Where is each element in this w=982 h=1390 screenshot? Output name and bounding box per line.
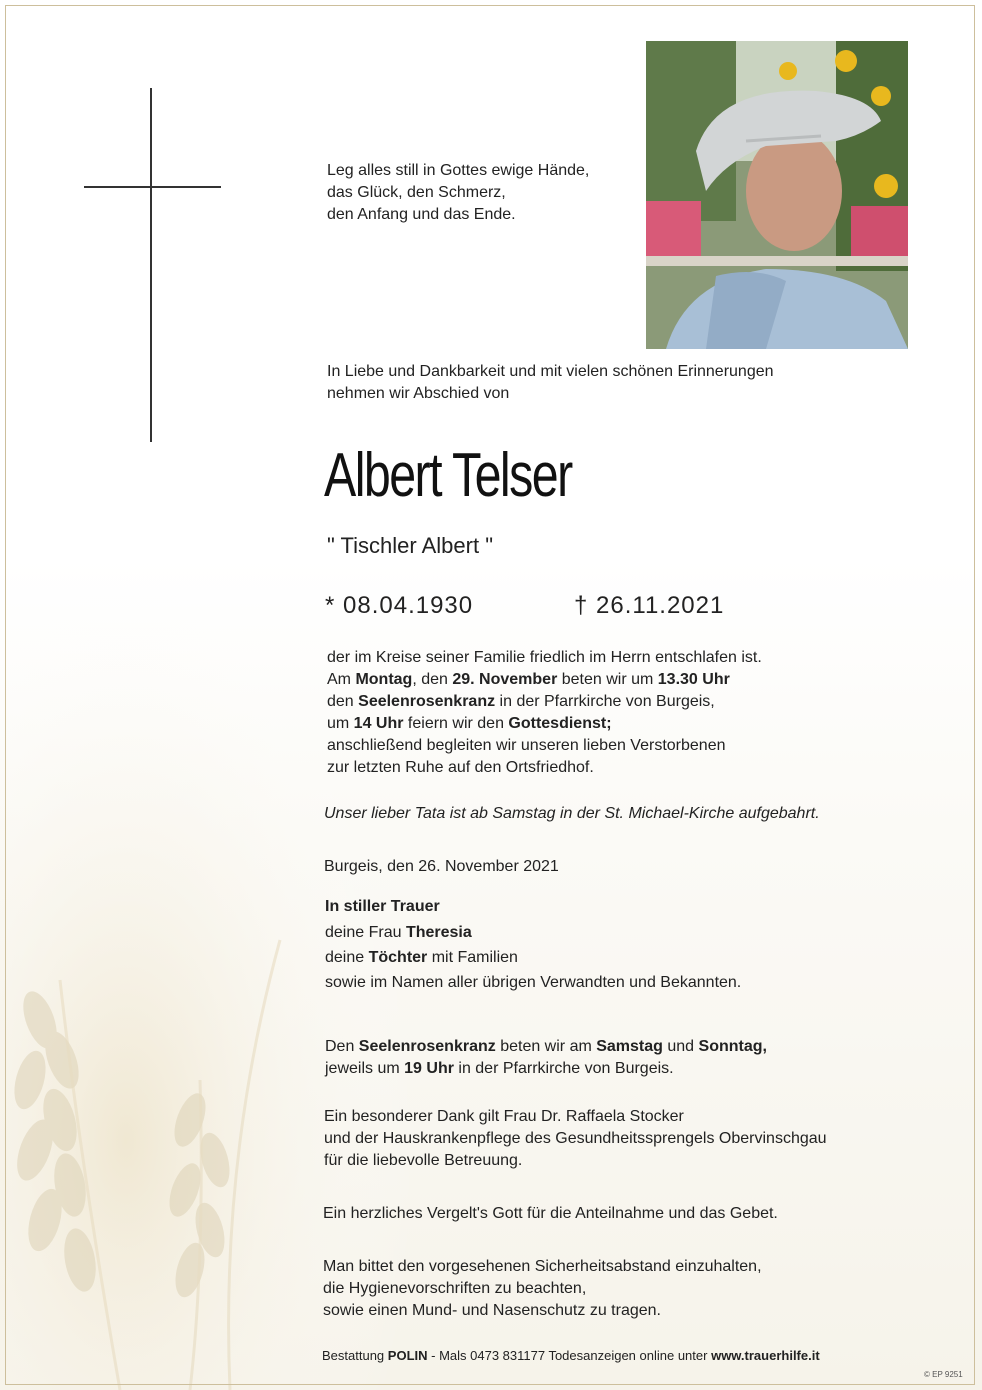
print-code: © EP 9251 bbox=[924, 1370, 963, 1379]
details-line: zur letzten Ruhe auf den Ortsfriedhof. bbox=[327, 759, 594, 776]
poem bbox=[327, 160, 589, 226]
safety-notice bbox=[323, 1256, 762, 1322]
details-line: Am Montag, den 29. November beten wir um 13.30 Uhr bbox=[327, 671, 730, 688]
safety-line: sowie einen Mund- und Nasenschutz zu tragen. bbox=[323, 1302, 661, 1319]
thanks-line: Ein besonderer Dank gilt Frau Dr. Raffaela Stocker bbox=[324, 1108, 684, 1125]
mourners-heading: In stiller Trauer bbox=[325, 898, 440, 915]
mourner-line: sowie im Namen aller übrigen Verwandten und Bekannten. bbox=[325, 974, 742, 991]
viewing-note: Unser lieber Tata ist ab Samstag in der St. Michael-Kirche aufgebahrt. bbox=[324, 805, 820, 822]
intro-line: nehmen wir Abschied von bbox=[327, 385, 510, 402]
thanks-line: und der Hauskrankenpflege des Gesundheitssprengels Obervinschgau bbox=[324, 1130, 827, 1147]
thanks-notice bbox=[324, 1106, 827, 1172]
safety-line: die Hygienevorschriften zu beachten, bbox=[323, 1280, 587, 1297]
details-line: der im Kreise seiner Familie friedlich im Herrn entschlafen ist. bbox=[327, 649, 762, 666]
mourner-line: deine Töchter mit Familien bbox=[325, 949, 518, 966]
funeral-details bbox=[327, 647, 762, 779]
death-date: † 26.11.2021 bbox=[574, 592, 725, 619]
rosary-notice bbox=[325, 1036, 767, 1080]
poem-line: das Glück, den Schmerz, bbox=[327, 184, 506, 201]
rosary-line: jeweils um 19 Uhr in der Pfarrkirche von Burgeis. bbox=[325, 1060, 674, 1077]
details-line: anschließend begleiten wir unseren lieben Verstorbenen bbox=[327, 737, 726, 754]
details-line: um 14 Uhr feiern wir den Gottesdienst; bbox=[327, 715, 612, 732]
poem-line: Leg alles still in Gottes ewige Hände, bbox=[327, 162, 590, 179]
mourner-line: deine Frau Theresia bbox=[325, 924, 472, 941]
intro-text bbox=[327, 361, 774, 405]
rosary-line: Den Seelenrosenkranz beten wir am Samstag und Sonntag, bbox=[325, 1038, 767, 1055]
intro-line: In Liebe und Dankbarkeit und mit vielen schönen Erinnerungen bbox=[327, 363, 774, 380]
cross-horizontal bbox=[84, 186, 221, 188]
birth-date: * 08.04.1930 bbox=[325, 592, 474, 619]
thanks-line: für die liebevolle Betreuung. bbox=[324, 1152, 523, 1169]
cross-vertical bbox=[150, 88, 152, 442]
place-and-date: Burgeis, den 26. November 2021 bbox=[324, 858, 559, 875]
footer: Bestattung POLIN - Mals 0473 831177 Todesanzeigen online unter www.trauerhilfe.it bbox=[322, 1348, 820, 1363]
deceased-name: Albert Telser bbox=[324, 441, 572, 510]
nickname: " Tischler Albert " bbox=[327, 533, 494, 558]
website-link[interactable]: www.trauerhilfe.it bbox=[711, 1348, 820, 1363]
gratitude-line: Ein herzliches Vergelt's Gott für die Anteilnahme und das Gebet. bbox=[323, 1205, 778, 1222]
portrait-photo bbox=[646, 41, 908, 349]
mourners bbox=[325, 896, 741, 997]
poem-line: den Anfang und das Ende. bbox=[327, 206, 516, 223]
safety-line: Man bittet den vorgesehenen Sicherheitsabstand einzuhalten, bbox=[323, 1258, 762, 1275]
details-line: den Seelenrosenkranz in der Pfarrkirche von Burgeis, bbox=[327, 693, 715, 710]
